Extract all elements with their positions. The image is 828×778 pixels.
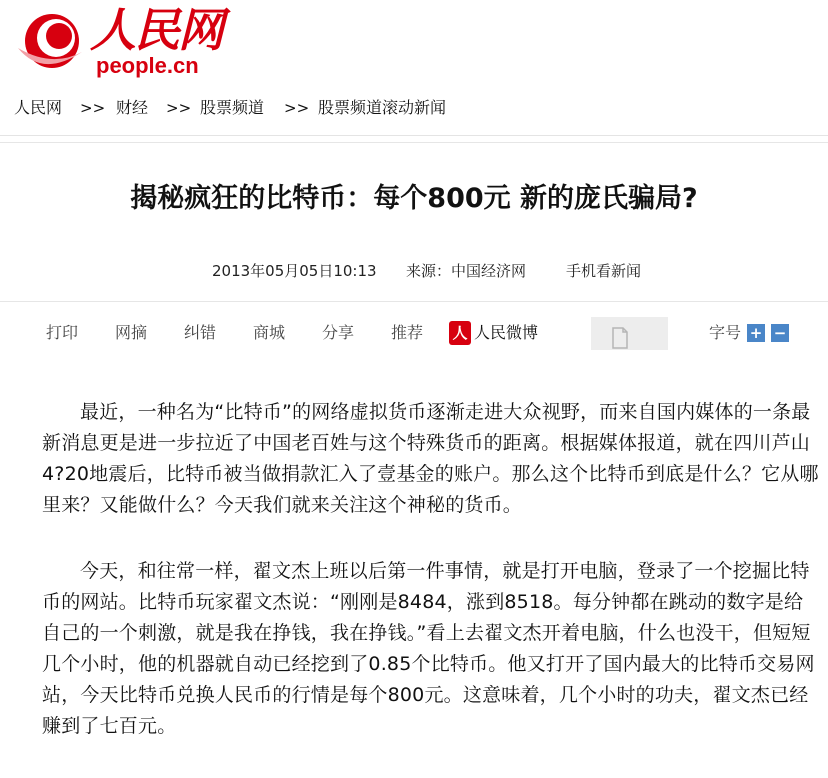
share-button[interactable]: 分享 xyxy=(322,323,355,342)
font-increase-button[interactable]: + xyxy=(747,324,765,342)
broken-image-icon xyxy=(611,327,629,349)
correction-button[interactable]: 纠错 xyxy=(184,323,217,342)
logo-chinese-text[interactable]: 人民网 xyxy=(90,3,222,57)
print-button[interactable]: 打印 xyxy=(46,323,79,342)
weibo-link[interactable]: 人民微博 xyxy=(474,323,539,342)
excerpt-button[interactable]: 网摘 xyxy=(115,323,148,342)
weibo-icon[interactable]: 人 xyxy=(449,321,471,345)
article-date: 2013年05月05日10:13 xyxy=(212,262,377,280)
ad-placeholder xyxy=(591,317,668,350)
breadcrumb xyxy=(0,88,828,136)
divider xyxy=(0,301,828,302)
article-title: 揭秘疯狂的比特币：每个800元 新的庞氏骗局? xyxy=(130,183,698,214)
recommend-button[interactable]: 推荐 xyxy=(391,323,424,342)
font-size-label: 字号 xyxy=(709,323,742,342)
article-paragraph: 最近，一种名为“比特币”的网络虚拟货币逐渐走进大众视野，而来自国内媒体的一条最新消息更是进一步拉近了中国老百姓与这个特殊货币的距离。根据媒体报道，就在四川芦山4?20地震后，比特币被当做捐款汇入了壹基金的账户。那么这个比特币到底是什么？它从哪里来？又能做什么？今天我们就来关注这个神秘的货币。 xyxy=(42,401,819,516)
article-paragraph: 今天，和往常一样，翟文杰上班以后第一件事情，就是打开电脑，登录了一个挖掘比特币的网站。比特币玩家翟文杰说：“刚刚是8484，涨到8518。每分钟都在跳动的数字是给自己的一个刺激，就是我在挣钱，我在挣钱。”看上去翟文杰开着电脑，什么也没干，但短短几个小时，他的机器就自动已经挖到了0.85个比特币。他又打开了国内最大的比特币交易网站，今天比特币兑换人民币的行情是每个800元。这意味着，几个小时的功夫，翟文杰已经赚到了七百元。 xyxy=(42,560,815,737)
breadcrumb-separator: >> xyxy=(166,99,192,117)
breadcrumb-stock-rolling-news[interactable]: 股票频道滚动新闻 xyxy=(318,98,447,117)
breadcrumb-people[interactable]: 人民网 xyxy=(14,98,63,117)
article-card xyxy=(0,142,828,778)
breadcrumb-separator: >> xyxy=(80,99,106,117)
breadcrumb-separator: >> xyxy=(284,99,310,117)
logo-english-text[interactable]: people.cn xyxy=(96,53,199,78)
mall-button[interactable]: 商城 xyxy=(253,323,286,342)
breadcrumb-stock-channel[interactable]: 股票频道 xyxy=(200,98,265,117)
people-logo-icon[interactable] xyxy=(12,8,90,72)
mobile-news-link[interactable]: 手机看新闻 xyxy=(566,262,642,280)
font-decrease-button[interactable]: − xyxy=(771,324,789,342)
article-source[interactable]: 来源：中国经济网 xyxy=(406,262,527,280)
site-header xyxy=(0,0,828,88)
breadcrumb-finance[interactable]: 财经 xyxy=(116,98,149,117)
